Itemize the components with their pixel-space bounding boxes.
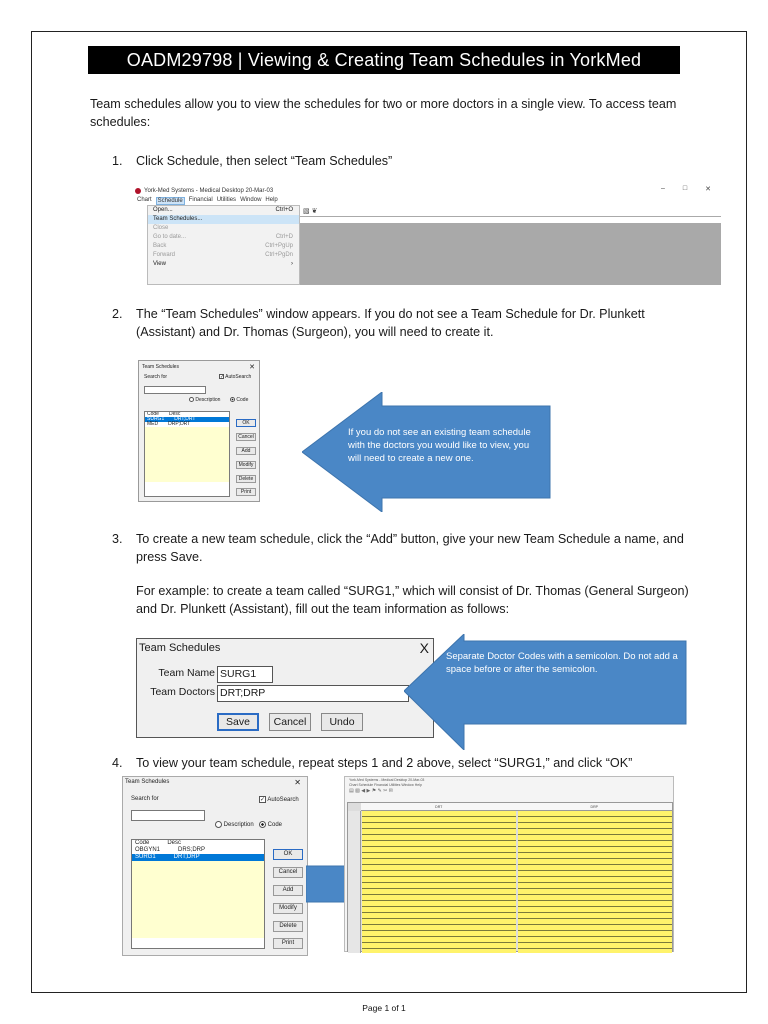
team-schedules-dialog-small bbox=[138, 360, 260, 502]
callout-semicolon bbox=[404, 634, 688, 750]
schedule-column-drp[interactable] bbox=[518, 811, 672, 953]
schedule-column-drt[interactable] bbox=[362, 811, 516, 953]
list-header: Code Desc bbox=[135, 840, 182, 846]
toolbar-icons: ▤ ▧ ◀ ▶ ⚑ ✎ ✂ ✉ bbox=[349, 788, 393, 794]
dd-go-to-date: Go to date... Ctrl+D bbox=[153, 234, 293, 240]
menu-window[interactable]: Window bbox=[240, 197, 262, 203]
team-name-input[interactable]: SURG1 bbox=[217, 666, 273, 683]
save-button[interactable]: Save bbox=[217, 713, 259, 731]
page-footer bbox=[0, 1003, 768, 1013]
add-button[interactable]: Add bbox=[236, 447, 256, 455]
checkbox-check-icon: ✓ bbox=[260, 797, 266, 803]
ok-button[interactable]: OK bbox=[273, 849, 303, 860]
schedule-menu-screenshot bbox=[135, 185, 721, 285]
autosearch-checkbox[interactable]: ✓ AutoSearch bbox=[220, 374, 252, 381]
dd-open[interactable]: Open... Ctrl+O bbox=[153, 207, 293, 213]
column-header-drt: DRT bbox=[435, 805, 443, 809]
cancel-button[interactable]: Cancel bbox=[269, 713, 311, 731]
minimize-icon[interactable]: – bbox=[660, 185, 665, 192]
time-column bbox=[348, 811, 361, 953]
column-header-drp: DRP bbox=[590, 805, 598, 809]
toolbar bbox=[300, 205, 721, 217]
page-number: Page 1 of 1 bbox=[362, 1003, 406, 1013]
app-title: York-Med Systems - Medical Desktop 20-Mar-03 bbox=[144, 188, 274, 194]
page-title: OADM29798 | Viewing & Creating Team Schedules in YorkMed bbox=[88, 46, 680, 74]
print-button[interactable]: Print bbox=[273, 938, 303, 949]
list-item[interactable]: OBGYN1 DRS;DRP bbox=[135, 847, 206, 853]
menu-schedule[interactable]: Schedule bbox=[157, 198, 183, 204]
radio-description[interactable]: Description bbox=[215, 821, 254, 828]
close-icon[interactable]: ✕ bbox=[705, 186, 711, 193]
team-schedules-dialog-large bbox=[122, 776, 308, 956]
app-titlebar bbox=[135, 187, 721, 195]
step-2-text: The “Team Schedules” window appears. If you do not see a Team Schedule for Dr. Plunkett (Assistant) and Dr. Thomas (Surgeon), you will need to create it. bbox=[136, 307, 645, 339]
maximize-icon[interactable]: □ bbox=[682, 185, 688, 192]
list-item[interactable]: MED DRP;DRT bbox=[147, 421, 191, 427]
delete-button[interactable]: Delete bbox=[236, 475, 256, 483]
menu-financial[interactable]: Financial bbox=[188, 197, 213, 203]
print-button[interactable]: Print bbox=[236, 488, 256, 496]
list-item[interactable]: SURG1 DRT;DRP bbox=[132, 854, 264, 861]
step-2-number: 2. bbox=[112, 307, 123, 321]
dd-back: Back Ctrl+PgUp bbox=[153, 243, 293, 249]
team-schedule-view bbox=[344, 776, 674, 952]
undo-button[interactable]: Undo bbox=[321, 713, 363, 731]
cancel-button[interactable]: Cancel bbox=[273, 867, 303, 878]
dialog-title: Team Schedules bbox=[142, 364, 179, 370]
dialog-title: Team Schedules bbox=[125, 779, 170, 785]
step-4 bbox=[112, 754, 696, 772]
intro-paragraph: Team schedules allow you to view the schedules for two or more doctors in a single view. To access team schedules: bbox=[90, 97, 677, 129]
app-title: York-Med Systems - Medical Desktop 20-Mar-03 bbox=[349, 778, 425, 782]
step-1-number: 1. bbox=[112, 154, 123, 168]
search-label: Search for bbox=[144, 374, 168, 380]
callout-text: Separate Doctor Codes with a semicolon. Do not add a space before or after the semicolon. bbox=[446, 651, 678, 675]
radio-description[interactable]: Description bbox=[189, 397, 220, 403]
schedule-grid bbox=[347, 802, 673, 952]
menu-chart[interactable]: Chart bbox=[137, 197, 152, 203]
step-1 bbox=[112, 152, 696, 170]
dd-view[interactable]: View › bbox=[153, 261, 293, 267]
menu-help[interactable]: Help bbox=[265, 197, 278, 203]
cancel-button[interactable]: Cancel bbox=[236, 433, 256, 441]
search-input[interactable] bbox=[144, 386, 206, 394]
dd-forward: Forward Ctrl+PgDn bbox=[153, 252, 293, 258]
close-icon[interactable]: ✕ bbox=[249, 364, 255, 371]
step-4-text: To view your team schedule, repeat steps 1 and 2 above, select “SURG1,” and click “OK” bbox=[136, 756, 633, 770]
form-title: Team Schedules bbox=[139, 642, 221, 654]
schedule-header bbox=[361, 803, 672, 811]
yorkmed-logo-icon bbox=[135, 188, 141, 194]
step-4-number: 4. bbox=[112, 756, 123, 770]
add-button[interactable]: Add bbox=[273, 885, 303, 896]
close-icon[interactable]: ✕ bbox=[294, 778, 301, 787]
search-input[interactable] bbox=[131, 810, 205, 821]
window-controls bbox=[661, 185, 711, 193]
team-doctors-input[interactable]: DRT;DRP bbox=[217, 685, 409, 702]
close-icon[interactable]: X bbox=[419, 640, 429, 656]
step-3-text: To create a new team schedule, click the “Add” button, give your new Team Schedule a name, and press Save. bbox=[136, 532, 684, 564]
menu-utilities[interactable]: Utilities bbox=[216, 197, 237, 203]
team-list bbox=[144, 411, 230, 497]
step-3 bbox=[112, 530, 696, 618]
radio-code[interactable]: Code bbox=[259, 821, 282, 828]
chevron-right-icon: › bbox=[291, 261, 293, 267]
ok-button[interactable]: OK bbox=[236, 419, 256, 427]
step-3-number: 3. bbox=[112, 532, 123, 546]
modify-button[interactable]: Modify bbox=[273, 903, 303, 914]
modify-button[interactable]: Modify bbox=[236, 461, 256, 469]
team-doctors-label: Team Doctors bbox=[150, 686, 215, 698]
callout-text: If you do not see an existing team schedule with the doctors you would like to view, you will need to create a new one. bbox=[348, 427, 531, 464]
team-schedules-form bbox=[136, 638, 434, 738]
schedule-dropdown bbox=[147, 205, 300, 285]
team-list bbox=[131, 839, 265, 949]
delete-button[interactable]: Delete bbox=[273, 921, 303, 932]
step-1-text: Click Schedule, then select “Team Schedules” bbox=[136, 154, 393, 168]
dd-team-schedules[interactable]: Team Schedules... bbox=[148, 215, 299, 224]
search-label: Search for bbox=[131, 796, 159, 802]
menu-bar bbox=[137, 197, 278, 205]
list-header: Code Desc bbox=[147, 411, 181, 417]
workspace-area bbox=[300, 223, 721, 285]
menu-bar: Chart Schedule Financial Utilities Window Help bbox=[349, 783, 422, 787]
step-3-example: For example: to create a team called “SURG1,” which will consist of Dr. Thomas (General Surgeon) and Dr. Plunkett (Assistant), fill out the team information as follows: bbox=[136, 584, 689, 616]
team-name-label: Team Name bbox=[158, 667, 215, 679]
checkbox-check-icon: ✓ bbox=[220, 374, 225, 381]
list-item[interactable]: SURG1 DRT;DRT bbox=[145, 417, 229, 422]
step-2 bbox=[112, 305, 696, 341]
callout-create-new bbox=[302, 392, 552, 512]
radio-code[interactable]: Code bbox=[230, 397, 248, 403]
toolbar-icons: ▧ ❦ bbox=[303, 208, 318, 215]
dd-close: Close bbox=[153, 225, 169, 231]
autosearch-checkbox[interactable]: ✓ AutoSearch bbox=[260, 797, 299, 804]
